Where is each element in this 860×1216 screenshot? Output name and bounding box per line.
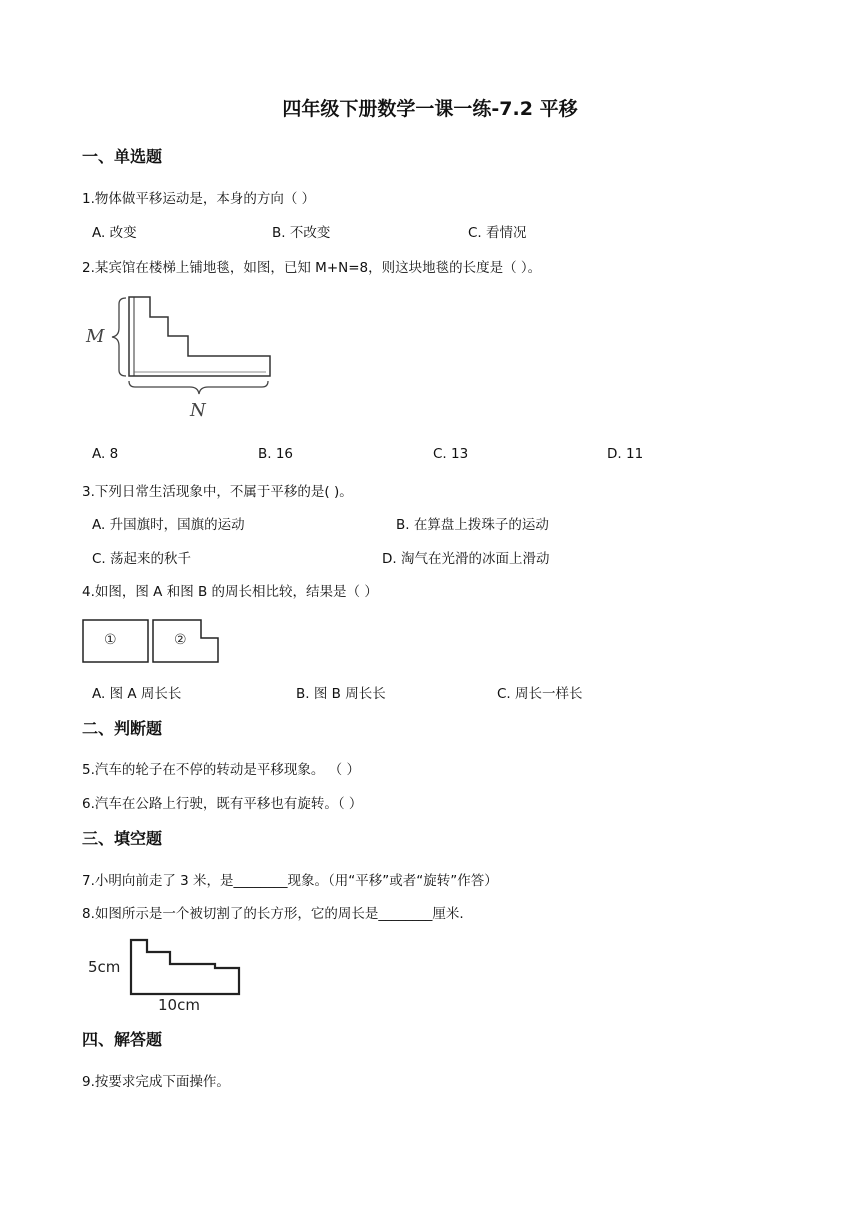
perimeter-compare-figure <box>82 618 222 664</box>
figure-a-label: ① <box>104 632 117 648</box>
question-7-text: 7.小明向前走了 3 米，是________现象。（用“平移”或者“旋转”作答） <box>82 873 498 889</box>
question-3-text: 3.下列日常生活现象中，不属于平移的是( )。 <box>82 484 353 500</box>
question-3-option-c[interactable]: C. 荡起来的秋千 <box>92 551 192 567</box>
question-1-text: 1.物体做平移运动是，本身的方向（ ） <box>82 191 316 207</box>
question-3-option-a[interactable]: A. 升国旗时，国旗的运动 <box>92 517 245 533</box>
section-heading-single-choice: 一、单选题 <box>82 147 163 166</box>
figure-label-width: 10cm <box>158 996 200 1014</box>
question-3-option-d[interactable]: D. 淘气在光滑的冰面上滑动 <box>382 551 550 567</box>
question-1-option-c[interactable]: C. 看情况 <box>468 225 527 241</box>
question-3-option-b[interactable]: B. 在算盘上拨珠子的运动 <box>396 517 549 533</box>
question-8-text: 8.如图所示是一个被切割了的长方形，它的周长是________厘米. <box>82 906 464 922</box>
question-2-option-b[interactable]: B. 16 <box>258 446 294 462</box>
question-5-text: 5.汽车的轮子在不停的转动是平移现象。 （ ） <box>82 762 360 778</box>
question-1-option-a[interactable]: A. 改变 <box>92 225 137 241</box>
stair-carpet-figure <box>82 290 282 425</box>
figure-label-m: M <box>86 326 105 347</box>
question-2-option-a[interactable]: A. 8 <box>92 446 119 462</box>
question-1-option-b[interactable]: B. 不改变 <box>272 225 331 241</box>
question-4-text: 4.如图，图 A 和图 B 的周长相比较，结果是（ ） <box>82 584 378 600</box>
question-4-option-c[interactable]: C. 周长一样长 <box>497 686 583 702</box>
cut-rectangle-figure <box>82 934 247 1020</box>
question-4-option-a[interactable]: A. 图 A 周长长 <box>92 686 182 702</box>
page-title: 四年级下册数学一课一练-7.2 平移 <box>282 98 578 120</box>
figure-label-n: N <box>190 400 206 421</box>
section-heading-solve: 四、解答题 <box>82 1030 163 1049</box>
figure-label-height: 5cm <box>88 958 121 976</box>
question-9-text: 9.按要求完成下面操作。 <box>82 1074 230 1090</box>
question-2-option-d[interactable]: D. 11 <box>607 446 644 462</box>
question-2-text: 2.某宾馆在楼梯上铺地毯，如图，已知 M+N=8，则这块地毯的长度是（ ）。 <box>82 260 542 276</box>
section-heading-true-false: 二、判断题 <box>82 719 163 738</box>
question-6-text: 6.汽车在公路上行驶，既有平移也有旋转。（ ） <box>82 796 363 812</box>
question-2-option-c[interactable]: C. 13 <box>433 446 469 462</box>
figure-b-label: ② <box>174 632 187 648</box>
section-heading-fill-blank: 三、填空题 <box>82 829 163 848</box>
question-4-option-b[interactable]: B. 图 B 周长长 <box>296 686 386 702</box>
